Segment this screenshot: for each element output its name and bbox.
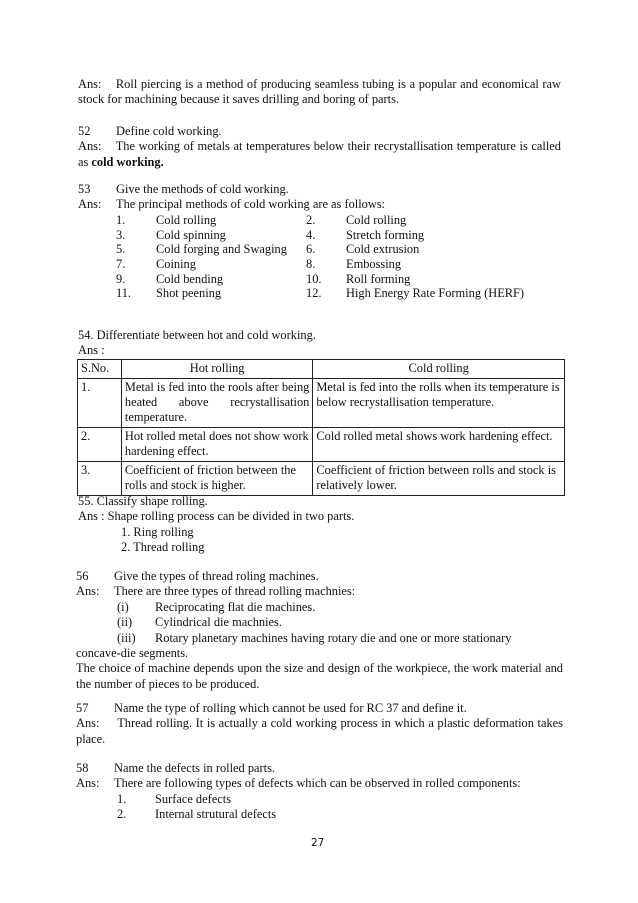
method-number: 11.: [116, 286, 132, 301]
item-number: (i): [117, 599, 129, 614]
item-continuation: concave-die segments.: [76, 646, 189, 661]
answer-57: [76, 716, 563, 747]
table-row: [78, 428, 565, 462]
method-number: 6.: [306, 242, 316, 257]
comparison-table: [77, 359, 565, 496]
question-54: [78, 328, 568, 359]
answer-text: Thread rolling. It is actually a cold working process in which a plastic deformation takes place.: [76, 716, 563, 746]
answer-text: There are following types of defects which can be observed in rolled components:: [114, 776, 521, 791]
header-sno: S.No.: [78, 360, 122, 379]
comparison-table-wrap: [77, 359, 565, 496]
question-58: [76, 761, 563, 823]
answer-item: 2. Thread rolling: [121, 540, 205, 555]
method-name: Coining: [156, 256, 196, 271]
intro-text: Roll piercing is a method of producing seamless tubing is a popular and economical raw stock for machining because it saves drilling and boring of parts.: [78, 77, 561, 107]
item-text: Cylindrical die machnies.: [155, 615, 282, 630]
answer-label: Ans :: [78, 343, 105, 358]
question-text: Define cold working.: [116, 124, 222, 138]
method-name: Cold extrusion: [346, 242, 420, 257]
answer-text: Ans : Shape rolling process can be divided in two parts.: [78, 509, 355, 524]
answer-term: cold working.: [91, 154, 164, 169]
method-number: 4.: [306, 227, 316, 242]
header-hot-rolling: Hot rolling: [121, 360, 312, 379]
item-text: Surface defects: [155, 791, 232, 806]
table-row: [78, 462, 565, 496]
answer-label: Ans:: [78, 139, 102, 154]
machine-list: [117, 600, 563, 646]
method-name: Cold forging and Swaging: [156, 242, 287, 257]
method-number: 8.: [306, 256, 316, 271]
question-number: 58: [76, 761, 89, 775]
method-number: 9.: [116, 271, 126, 286]
question-number: 53: [78, 182, 91, 196]
method-name: Cold spinning: [156, 227, 226, 242]
table-header-row: [78, 360, 565, 379]
method-number: 2.: [306, 212, 316, 227]
item-number: (iii): [117, 630, 136, 645]
item-number: (ii): [117, 615, 133, 630]
question-52: [78, 124, 561, 170]
cell-cold: Metal is fed into the rolls when its temperature is below recrystallisation temperature.: [313, 379, 565, 428]
cell-hot: Hot rolled metal does not show work hardening effect.: [121, 428, 312, 462]
intro-label: Ans:: [78, 77, 102, 91]
intro-answer: [78, 77, 561, 108]
answer-item: 1. Ring rolling: [121, 524, 194, 539]
answer-label: Ans:: [76, 776, 100, 791]
answer-text: There are three types of thread rolling machnies:: [114, 584, 356, 599]
question-text: Name the type of rolling which cannot be used for RC 37 and define it.: [114, 701, 467, 715]
question-text: Name the defects in rolled parts.: [114, 761, 276, 775]
method-number: 7.: [116, 256, 126, 271]
item-text: Reciprocating flat die machines.: [155, 599, 316, 614]
answer-text: The working of metals at temperatures below their recrystallisation temperature is called as: [78, 139, 561, 169]
item-text: Rotary planetary machines having rotary die and one or more stationary: [155, 630, 512, 645]
table-row: [78, 379, 565, 428]
cell-hot: Coefficient of friction between the rolls and stock is higher.: [121, 462, 312, 496]
question-56: [76, 569, 563, 692]
cell-sno: 1.: [78, 379, 122, 428]
item-number: 2.: [117, 807, 127, 822]
page-number: 27: [311, 837, 325, 849]
cell-cold: Cold rolled metal shows work hardening effect.: [313, 428, 565, 462]
question-number: 52: [78, 124, 91, 138]
question-57: [76, 701, 563, 747]
question-53: [78, 182, 561, 301]
question-number: 57: [76, 701, 89, 715]
methods-list: [116, 213, 561, 301]
method-name: Cold rolling: [346, 212, 407, 227]
question-text: 55. Classify shape rolling.: [78, 494, 208, 508]
cell-sno: 2.: [78, 428, 122, 462]
cell-sno: 3.: [78, 462, 122, 496]
method-name: High Energy Rate Forming (HERF): [346, 286, 525, 301]
answer-text: The principal methods of cold working are as follows:: [116, 197, 386, 212]
answer-note: The choice of machine depends upon the size and design of the workpiece, the work material and the number of pieces to be produced.: [76, 661, 563, 691]
header-cold-rolling: Cold rolling: [313, 360, 565, 379]
answer-label: Ans:: [76, 716, 100, 731]
item-number: 1.: [117, 791, 127, 806]
method-number: 12.: [306, 286, 322, 301]
method-number: 3.: [116, 227, 126, 242]
question-text: Give the types of thread roling machines.: [114, 569, 319, 583]
method-name: Cold rolling: [156, 212, 217, 227]
method-number: 5.: [116, 242, 126, 257]
answer-label: Ans:: [78, 197, 102, 212]
question-55: [78, 494, 561, 556]
method-name: Stretch forming: [346, 227, 425, 242]
answer-label: Ans:: [76, 584, 100, 599]
question-text: 54. Differentiate between hot and cold working.: [78, 328, 316, 342]
question-number: 56: [76, 569, 89, 583]
method-name: Shot peening: [156, 286, 222, 301]
cell-cold: Coefficient of friction between rolls and stock is relatively lower.: [313, 462, 565, 496]
method-number: 1.: [116, 212, 126, 227]
cell-hot: Metal is fed into the rools after being heated above recrystallisation temperature.: [121, 379, 312, 428]
method-name: Roll forming: [346, 271, 411, 286]
method-number: 10.: [306, 271, 322, 286]
item-text: Internal strutural defects: [155, 807, 277, 822]
defects-list: [117, 792, 563, 823]
method-name: Cold bending: [156, 271, 224, 286]
answer-52: [78, 139, 561, 170]
method-name: Embossing: [346, 256, 402, 271]
question-text: Give the methods of cold working.: [116, 182, 289, 196]
